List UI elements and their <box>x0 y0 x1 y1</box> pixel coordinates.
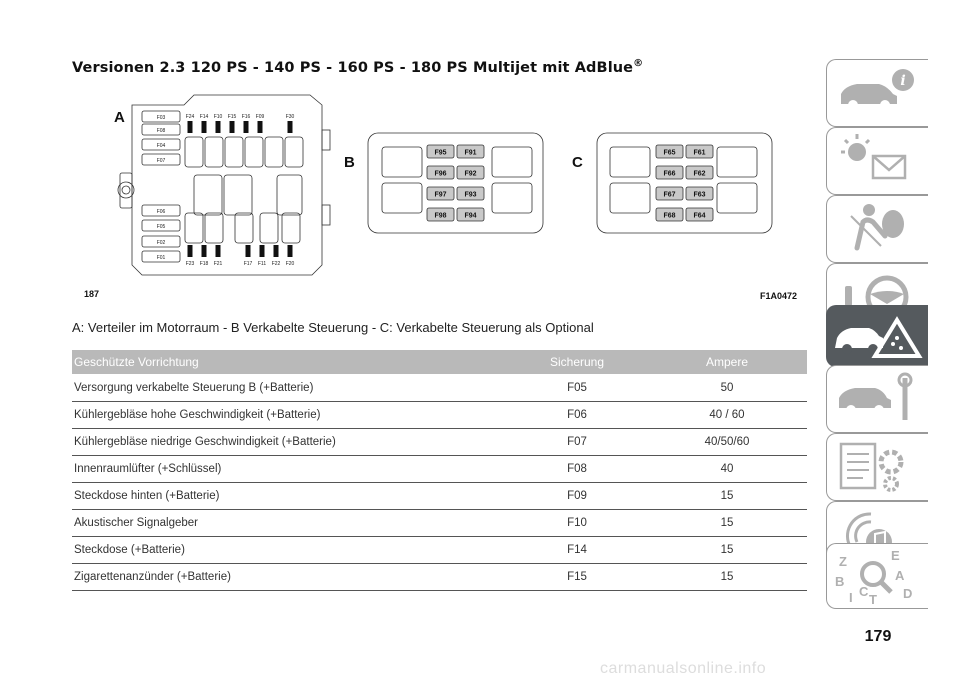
emergency-icon <box>827 306 928 366</box>
cell-ampere: 40 <box>720 463 734 475</box>
table-row <box>72 455 807 483</box>
tab-technical-data[interactable] <box>826 433 928 501</box>
index-letter: T <box>869 592 877 607</box>
safety-airbag-icon <box>827 196 928 262</box>
svg-text:F61: F61 <box>693 149 706 157</box>
svg-text:F63: F63 <box>693 191 706 199</box>
svg-text:F15: F15 <box>227 114 237 120</box>
car-info-icon <box>827 60 928 126</box>
cell-ampere: 15 <box>720 571 734 583</box>
svg-text:F62: F62 <box>693 170 706 178</box>
cell-device: Steckdose (+Batterie) <box>74 544 185 556</box>
svg-text:F67: F67 <box>663 191 676 199</box>
cell-fuse: F05 <box>567 382 587 394</box>
table-row <box>72 536 807 564</box>
page-title: Versionen 2.3 120 PS - 140 PS - 160 PS - 180 PS Multijet mit AdBlue® <box>72 58 644 76</box>
cell-ampere: 15 <box>720 544 734 556</box>
fuse-cell <box>686 166 713 179</box>
svg-text:F95: F95 <box>434 149 447 157</box>
index-letter: C <box>859 584 869 599</box>
cell-fuse: F06 <box>567 409 587 421</box>
table-row <box>72 401 807 429</box>
index-letter: B <box>835 574 845 589</box>
tab-index[interactable] <box>826 543 928 609</box>
index-icon <box>827 544 928 608</box>
cell-device: Kühlergebläse niedrige Geschwindigkeit (+Batterie) <box>74 436 336 448</box>
page-number: 179 <box>864 628 892 645</box>
svg-text:F07: F07 <box>156 158 166 164</box>
svg-text:F97: F97 <box>434 191 447 199</box>
table-row <box>72 509 807 537</box>
cell-fuse: F09 <box>567 490 587 502</box>
fuse-cell <box>686 187 713 200</box>
figure-label-c: C <box>572 154 583 171</box>
column-header-device: Geschützte Vorrichtung <box>74 355 199 369</box>
svg-text:F21: F21 <box>213 261 223 267</box>
cell-device: Versorgung verkabelte Steuerung B (+Batterie) <box>74 382 314 394</box>
svg-text:F11: F11 <box>257 261 267 267</box>
cell-fuse: F10 <box>567 517 587 529</box>
cell-ampere: 40 / 60 <box>709 409 745 421</box>
svg-text:F08: F08 <box>156 128 166 134</box>
svg-text:F66: F66 <box>663 170 676 178</box>
tab-maintenance[interactable] <box>826 365 928 433</box>
fuse-cell <box>686 208 713 221</box>
column-header-ampere: Ampere <box>705 355 749 369</box>
cell-fuse: F08 <box>567 463 587 475</box>
svg-text:F91: F91 <box>464 149 477 157</box>
fuse-cell <box>457 187 484 200</box>
cell-fuse: F07 <box>567 436 587 448</box>
cell-fuse: F14 <box>567 544 587 556</box>
svg-text:F92: F92 <box>464 170 477 178</box>
fuse-cell <box>656 208 683 221</box>
fuse-box-figure <box>72 85 807 310</box>
table-row <box>72 563 807 591</box>
svg-text:i: i <box>900 73 906 89</box>
cell-device: Steckdose hinten (+Batterie) <box>74 490 220 502</box>
fuse-cell <box>427 145 454 158</box>
fuse-a-left <box>142 139 180 150</box>
fuse-cell <box>427 187 454 200</box>
cell-device: Zigarettenanzünder (+Batterie) <box>74 571 231 583</box>
tab-safety[interactable] <box>826 195 928 263</box>
figure-label-a: A <box>114 109 125 126</box>
fuse-cell <box>686 145 713 158</box>
svg-text:F10: F10 <box>213 114 223 120</box>
svg-text:F68: F68 <box>663 212 676 220</box>
fuse-cell <box>656 145 683 158</box>
cell-device: Innenraumlüfter (+Schlüssel) <box>74 463 222 475</box>
svg-text:F01: F01 <box>156 255 166 261</box>
fuse-box-b <box>368 133 543 233</box>
fuse-a-left <box>142 205 180 216</box>
index-letter: Z <box>839 554 847 569</box>
svg-text:F17: F17 <box>243 261 253 267</box>
svg-text:F24: F24 <box>185 114 195 120</box>
svg-text:F94: F94 <box>464 212 477 220</box>
fuse-a-left <box>142 220 180 231</box>
svg-text:F16: F16 <box>241 114 251 120</box>
figure-caption: A: Verteiler im Motorraum - B Verkabelte Steuerung - C: Verkabelte Steuerung als Optional <box>72 320 594 335</box>
column-header-fuse: Sicherung <box>549 355 605 369</box>
svg-text:F02: F02 <box>156 240 166 246</box>
table-row <box>72 374 807 402</box>
fuse-cell <box>457 208 484 221</box>
tab-car-info[interactable] <box>826 59 928 127</box>
table-header <box>72 350 807 374</box>
fuse-a-left <box>142 251 180 262</box>
svg-text:F23: F23 <box>185 261 195 267</box>
index-letter: A <box>895 568 905 583</box>
svg-text:F93: F93 <box>464 191 477 199</box>
fuse-a-left <box>142 154 180 165</box>
svg-text:F30: F30 <box>285 114 295 120</box>
watermark: carmanualsonline.info <box>600 660 767 677</box>
svg-text:F03: F03 <box>156 115 166 121</box>
index-letter: D <box>903 586 913 601</box>
svg-text:F98: F98 <box>434 212 447 220</box>
svg-text:F04: F04 <box>156 143 166 149</box>
tab-warning-lights[interactable] <box>826 127 928 195</box>
fuse-cell <box>656 187 683 200</box>
tab-emergency[interactable] <box>826 305 928 367</box>
fuse-box-c <box>597 133 772 233</box>
warning-lights-icon <box>827 128 928 194</box>
index-letter: I <box>849 590 853 605</box>
fuse-cell <box>656 166 683 179</box>
figure-code: F1A0472 <box>759 291 797 301</box>
figure-label-b: B <box>344 154 355 171</box>
cell-device: Akustischer Signalgeber <box>74 517 199 529</box>
fuse-cell <box>457 145 484 158</box>
svg-text:F09: F09 <box>255 114 265 120</box>
svg-text:F64: F64 <box>693 212 706 220</box>
fuse-cell <box>457 166 484 179</box>
fuse-a-left <box>142 124 180 135</box>
svg-text:F96: F96 <box>434 170 447 178</box>
technical-data-icon <box>827 434 928 500</box>
fuse-cell <box>427 166 454 179</box>
fuse-cell <box>427 208 454 221</box>
table-row <box>72 428 807 456</box>
table-row <box>72 482 807 510</box>
svg-text:F05: F05 <box>156 224 166 230</box>
svg-text:F65: F65 <box>663 149 676 157</box>
index-letter: E <box>891 548 900 563</box>
cell-ampere: 15 <box>720 490 734 502</box>
svg-text:F22: F22 <box>271 261 281 267</box>
svg-text:F14: F14 <box>199 114 209 120</box>
cell-device: Kühlergebläse hohe Geschwindigkeit (+Batterie) <box>74 409 321 421</box>
maintenance-icon <box>827 366 928 432</box>
cell-fuse: F15 <box>567 571 587 583</box>
cell-ampere: 50 <box>720 382 734 394</box>
fuse-a-left <box>142 236 180 247</box>
cell-ampere: 15 <box>720 517 734 529</box>
svg-text:F20: F20 <box>285 261 295 267</box>
figure-number: 187 <box>84 289 100 299</box>
svg-text:F18: F18 <box>199 261 209 267</box>
fuse-a-left <box>142 111 180 122</box>
svg-text:F06: F06 <box>156 209 166 215</box>
cell-ampere: 40/50/60 <box>704 436 750 448</box>
